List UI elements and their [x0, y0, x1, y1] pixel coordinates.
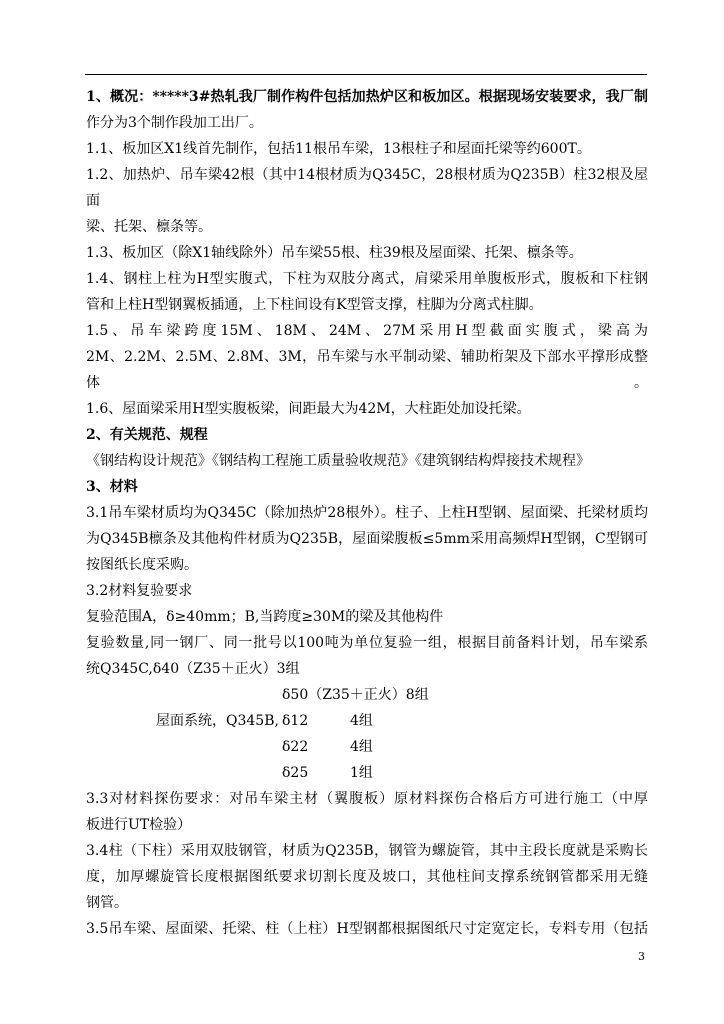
material-system-label: 屋面系统，Q345B, [156, 713, 279, 729]
subsection-heading: 3.2材料复验要求 [86, 583, 193, 599]
page-number: 3 [638, 950, 645, 963]
section-3-heading: 3、材料 [86, 479, 138, 495]
material-thickness: δ25 [282, 765, 309, 781]
paragraph-line: 1.1、板加区X1线首先制作，包括11根吊车梁，13根柱子和屋面托梁等约600T。 [86, 141, 591, 157]
material-group-count: 4组 [350, 739, 373, 755]
section-2-heading: 2、有关规范、规程 [86, 427, 208, 443]
paragraph-line: 3.5吊车梁、屋面梁、托梁、柱（上柱）H型钢都根据图纸尺寸定宽定长，专料专用（包括 [86, 921, 648, 937]
paragraph-line: 作分为3个制作段加工出厂。 [86, 115, 263, 131]
material-row [86, 708, 648, 734]
material-thickness: δ12 [282, 713, 309, 729]
paragraph-line: 复验数量,同一钢厂、同一批号以100吨为单位复验一组，根据目前备料计划，吊车梁系 [86, 635, 648, 651]
paragraph-line: 1.2、加热炉、吊车梁42根（其中14根材质为Q345C，28根材质为Q235B）柱32根及屋面 [86, 167, 648, 209]
material-row [86, 760, 648, 786]
header-rule [85, 74, 647, 75]
material-group-count: 1组 [350, 765, 373, 781]
section-1-heading: 1、概况：*****3#热轧我厂制作构件包括加热炉区和板加区。根据现场安装要求，我厂制 [86, 89, 648, 105]
paragraph-line: δ50（Z35＋正火）8组 [282, 687, 429, 703]
material-group-count: 4组 [350, 713, 373, 729]
paragraph-line: 为Q345B檩条及其他构件材质为Q235B，屋面梁腹板≤5mm采用高频焊H型钢，C型钢可 [86, 531, 648, 547]
paragraph-line: 1.3、板加区（除X1轴线除外）吊车梁55根、柱39根及屋面梁、托架、檩条等。 [86, 245, 583, 261]
paragraph-line: 板进行UT检验） [86, 817, 192, 833]
paragraph-line: 统Q345C,δ40（Z35＋正火）3组 [86, 661, 300, 677]
paragraph-line: 3.3对材料探伤要求：对吊车梁主材（翼腹板）原材料探伤合格后方可进行施工（中厚 [86, 791, 648, 807]
paragraph-line: 1.4、钢柱上柱为H型实腹式，下柱为双肢分离式，肩梁采用单腹板形式，腹板和下柱钢 [86, 271, 648, 287]
paragraph-line: 度，加厚螺旋管长度根据图纸要求切割长度及坡口，其他柱间支撑系统钢管都采用无缝 [86, 869, 648, 885]
paragraph-line: 复验范围A，δ≥40mm；B,当跨度≥30M的梁及其他构件 [86, 609, 444, 625]
paragraph-line: 梁、托架、檩条等。 [86, 219, 212, 235]
paragraph-line: 钢管。 [86, 895, 128, 911]
paragraph-line: 3.1吊车梁材质均为Q345C（除加热炉28根外）。柱子、上柱H型钢、屋面梁、托梁材质均 [86, 505, 648, 521]
paragraph-line: 1.5、吊车梁跨度15M、18M、24M、27M采用H型截面实腹式，梁高为 [86, 323, 648, 339]
paragraph-line: 3.4柱（下柱）采用双肢钢管，材质为Q235B，钢管为螺旋管，其中主段长度就是采购长 [86, 843, 648, 859]
paragraph-line: 管和上柱H型钢翼板插通，上下柱间设有K型管支撑，柱脚为分离式柱脚。 [86, 297, 543, 313]
material-thickness: δ22 [282, 739, 309, 755]
document-body [86, 84, 648, 942]
paragraph-line: 2M、2.2M、2.5M、2.8M、3M，吊车梁与水平制动梁、辅助桁架及下部水平撑形成整体。 [86, 349, 648, 391]
paragraph-line: 1.6、屋面梁采用H型实腹板梁，间距最大为42M，大柱距处加设托梁。 [86, 401, 531, 417]
material-row [86, 734, 648, 760]
paragraph-line: 按图纸长度采购。 [86, 557, 198, 573]
standards-list: 《钢结构设计规范》《钢结构工程施工质量验收规范》《建筑钢结构焊接技术规程》 [86, 453, 590, 469]
